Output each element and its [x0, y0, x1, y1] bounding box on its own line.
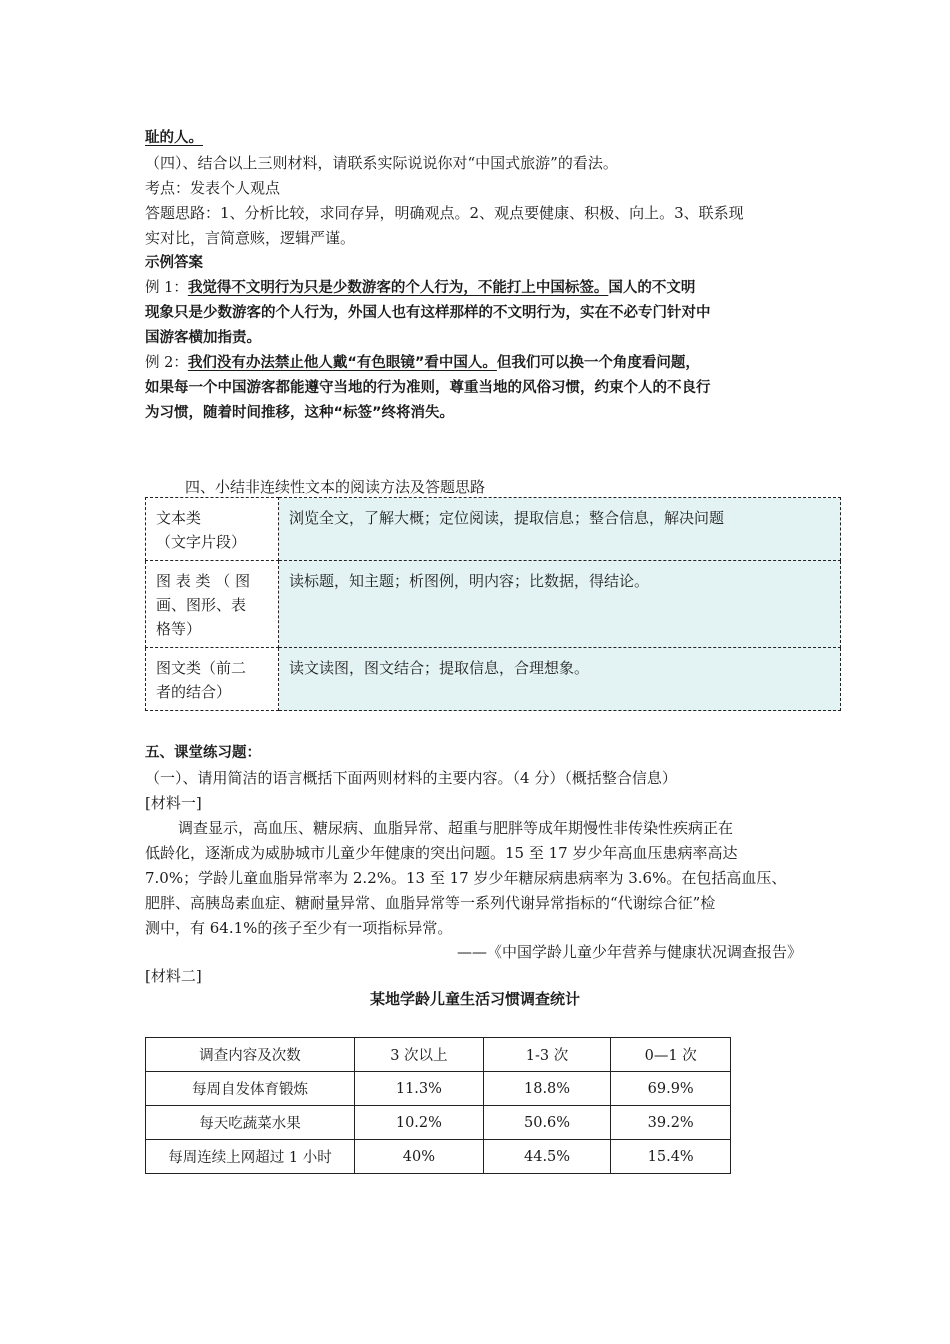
- material-1-line-3: 7.0%；学龄儿童血脂异常率为 2.2%。13 至 17 岁少年糖尿病患病率为 3.6%。在包括高血压、: [145, 869, 787, 887]
- summary-category-line: 文本类: [156, 509, 202, 527]
- material-1-line-2: 低龄化，逐渐成为威胁城市儿童少年健康的突出问题。15 至 17 岁少年高血压患病率高达: [145, 844, 738, 862]
- table-cell: 每周自发体育锻炼: [146, 1072, 355, 1106]
- example-1-underlined: 我觉得不文明行为只是少数游客的个人行为，不能打上中国标签。: [187, 280, 609, 296]
- summary-table: [145, 497, 841, 711]
- table-row: [146, 1072, 731, 1106]
- approach-line-2: 实对比，言简意赅，逻辑严谨。: [145, 229, 356, 247]
- table-header-row: [146, 1038, 731, 1072]
- table-cell: 每周连续上网超过 1 小时: [146, 1140, 355, 1174]
- test-point: 考点：发表个人观点: [145, 179, 281, 197]
- column-header: 3 次以上: [355, 1038, 484, 1072]
- approach-line-1: 答题思路：1、分析比较，求同存异，明确观点。2、观点要健康、积极、向上。3、联系现: [145, 204, 744, 222]
- summary-row: [146, 648, 841, 711]
- summary-category-line: （文字片段）: [156, 533, 247, 551]
- example-1-prefix: 例 1：: [145, 280, 188, 296]
- column-header: 1-3 次: [483, 1038, 611, 1072]
- material-1-label: [材料一]: [145, 794, 202, 812]
- summary-category: [146, 561, 279, 648]
- exercise-question-1: （一）、请用简洁的语言概括下面两则材料的主要内容。（4 分）（概括整合信息）: [145, 769, 677, 787]
- example-2-prefix: 例 2：: [145, 355, 188, 371]
- table-cell: 50.6%: [483, 1106, 611, 1140]
- table-cell: 40%: [355, 1140, 484, 1174]
- table-cell: 10.2%: [355, 1106, 484, 1140]
- example-1-line-2: 现象只是少数游客的个人行为，外国人也有这样那样的不文明行为，实在不必专门针对中: [145, 305, 711, 321]
- summary-row: [146, 561, 841, 648]
- example-2-line-3: 为习惯，随着时间推移，这种“标签”终将消失。: [145, 405, 455, 421]
- summary-category-line: 图文类（前二: [156, 659, 247, 677]
- question-4: （四）、结合以上三则材料，请联系实际说说你对“中国式旅游”的看法。: [145, 154, 618, 172]
- example-2-underlined: 我们没有办法禁止他人戴“有色眼镜”看中国人。: [187, 355, 497, 371]
- example-1-line-3: 国游客横加指责。: [145, 330, 261, 346]
- table-cell: 11.3%: [355, 1072, 484, 1106]
- stats-table-title: 某地学龄儿童生活习惯调查统计: [369, 990, 580, 1008]
- table-cell: 39.2%: [611, 1106, 731, 1140]
- stats-table: [145, 1037, 731, 1174]
- summary-category: [146, 648, 279, 711]
- example-2-rest: 但我们可以换一个角度看问题，: [496, 355, 700, 371]
- table-row: [146, 1140, 731, 1174]
- material-1-line-5: 测中，有 64.1%的孩子至少有一项指标异常。: [145, 919, 453, 937]
- table-row: [146, 1106, 731, 1140]
- material-1-source: ——《中国学龄儿童少年营养与健康状况调查报告》: [456, 943, 802, 961]
- summary-method: 读文读图，图文结合；提取信息，合理想象。: [279, 648, 841, 711]
- column-header: 调查内容及次数: [146, 1038, 355, 1072]
- table-cell: 44.5%: [483, 1140, 611, 1174]
- summary-category-line: 图 表 类 （ 图: [156, 572, 251, 590]
- summary-category: [146, 498, 279, 561]
- summary-method: 浏览全文，了解大概；定位阅读，提取信息；整合信息，解决问题: [279, 498, 841, 561]
- exercise-heading: 五、课堂练习题：: [145, 745, 261, 761]
- material-1-line-1: 调查显示，高血压、糖尿病、血脂异常、超重与肥胖等成年期慢性非传染性疾病正在: [178, 819, 734, 837]
- column-header: 0—1 次: [611, 1038, 731, 1072]
- summary-category-line: 格等）: [156, 620, 202, 638]
- sample-answer-heading: 示例答案: [145, 255, 203, 271]
- example-2-line-1: [145, 351, 700, 376]
- summary-category-line: 者的结合）: [156, 683, 232, 701]
- material-2-label: [材料二]: [145, 967, 202, 985]
- material-1-line-4: 肥胖、高胰岛素血症、糖耐量异常、血脂异常等一系列代谢异常指标的“代谢综合征”检: [145, 894, 716, 912]
- example-1-rest: 国人的不文明: [608, 280, 696, 296]
- table-cell: 每天吃蔬菜水果: [146, 1106, 355, 1140]
- example-2-line-2: 如果每一个中国游客都能遵守当地的行为准则，尊重当地的风俗习惯，约束个人的不良行: [145, 380, 711, 396]
- continued-text: 耻的人。: [145, 130, 203, 146]
- summary-title: 四、小结非连续性文本的阅读方法及答题思路: [185, 478, 486, 496]
- summary-row: [146, 498, 841, 561]
- table-cell: 18.8%: [483, 1072, 611, 1106]
- table-cell: 15.4%: [611, 1140, 731, 1174]
- example-1-line-1: [145, 276, 695, 301]
- table-cell: 69.9%: [611, 1072, 731, 1106]
- summary-category-line: 画、图形、表: [156, 596, 247, 614]
- summary-method: 读标题，知主题；析图例，明内容；比数据，得结论。: [279, 561, 841, 648]
